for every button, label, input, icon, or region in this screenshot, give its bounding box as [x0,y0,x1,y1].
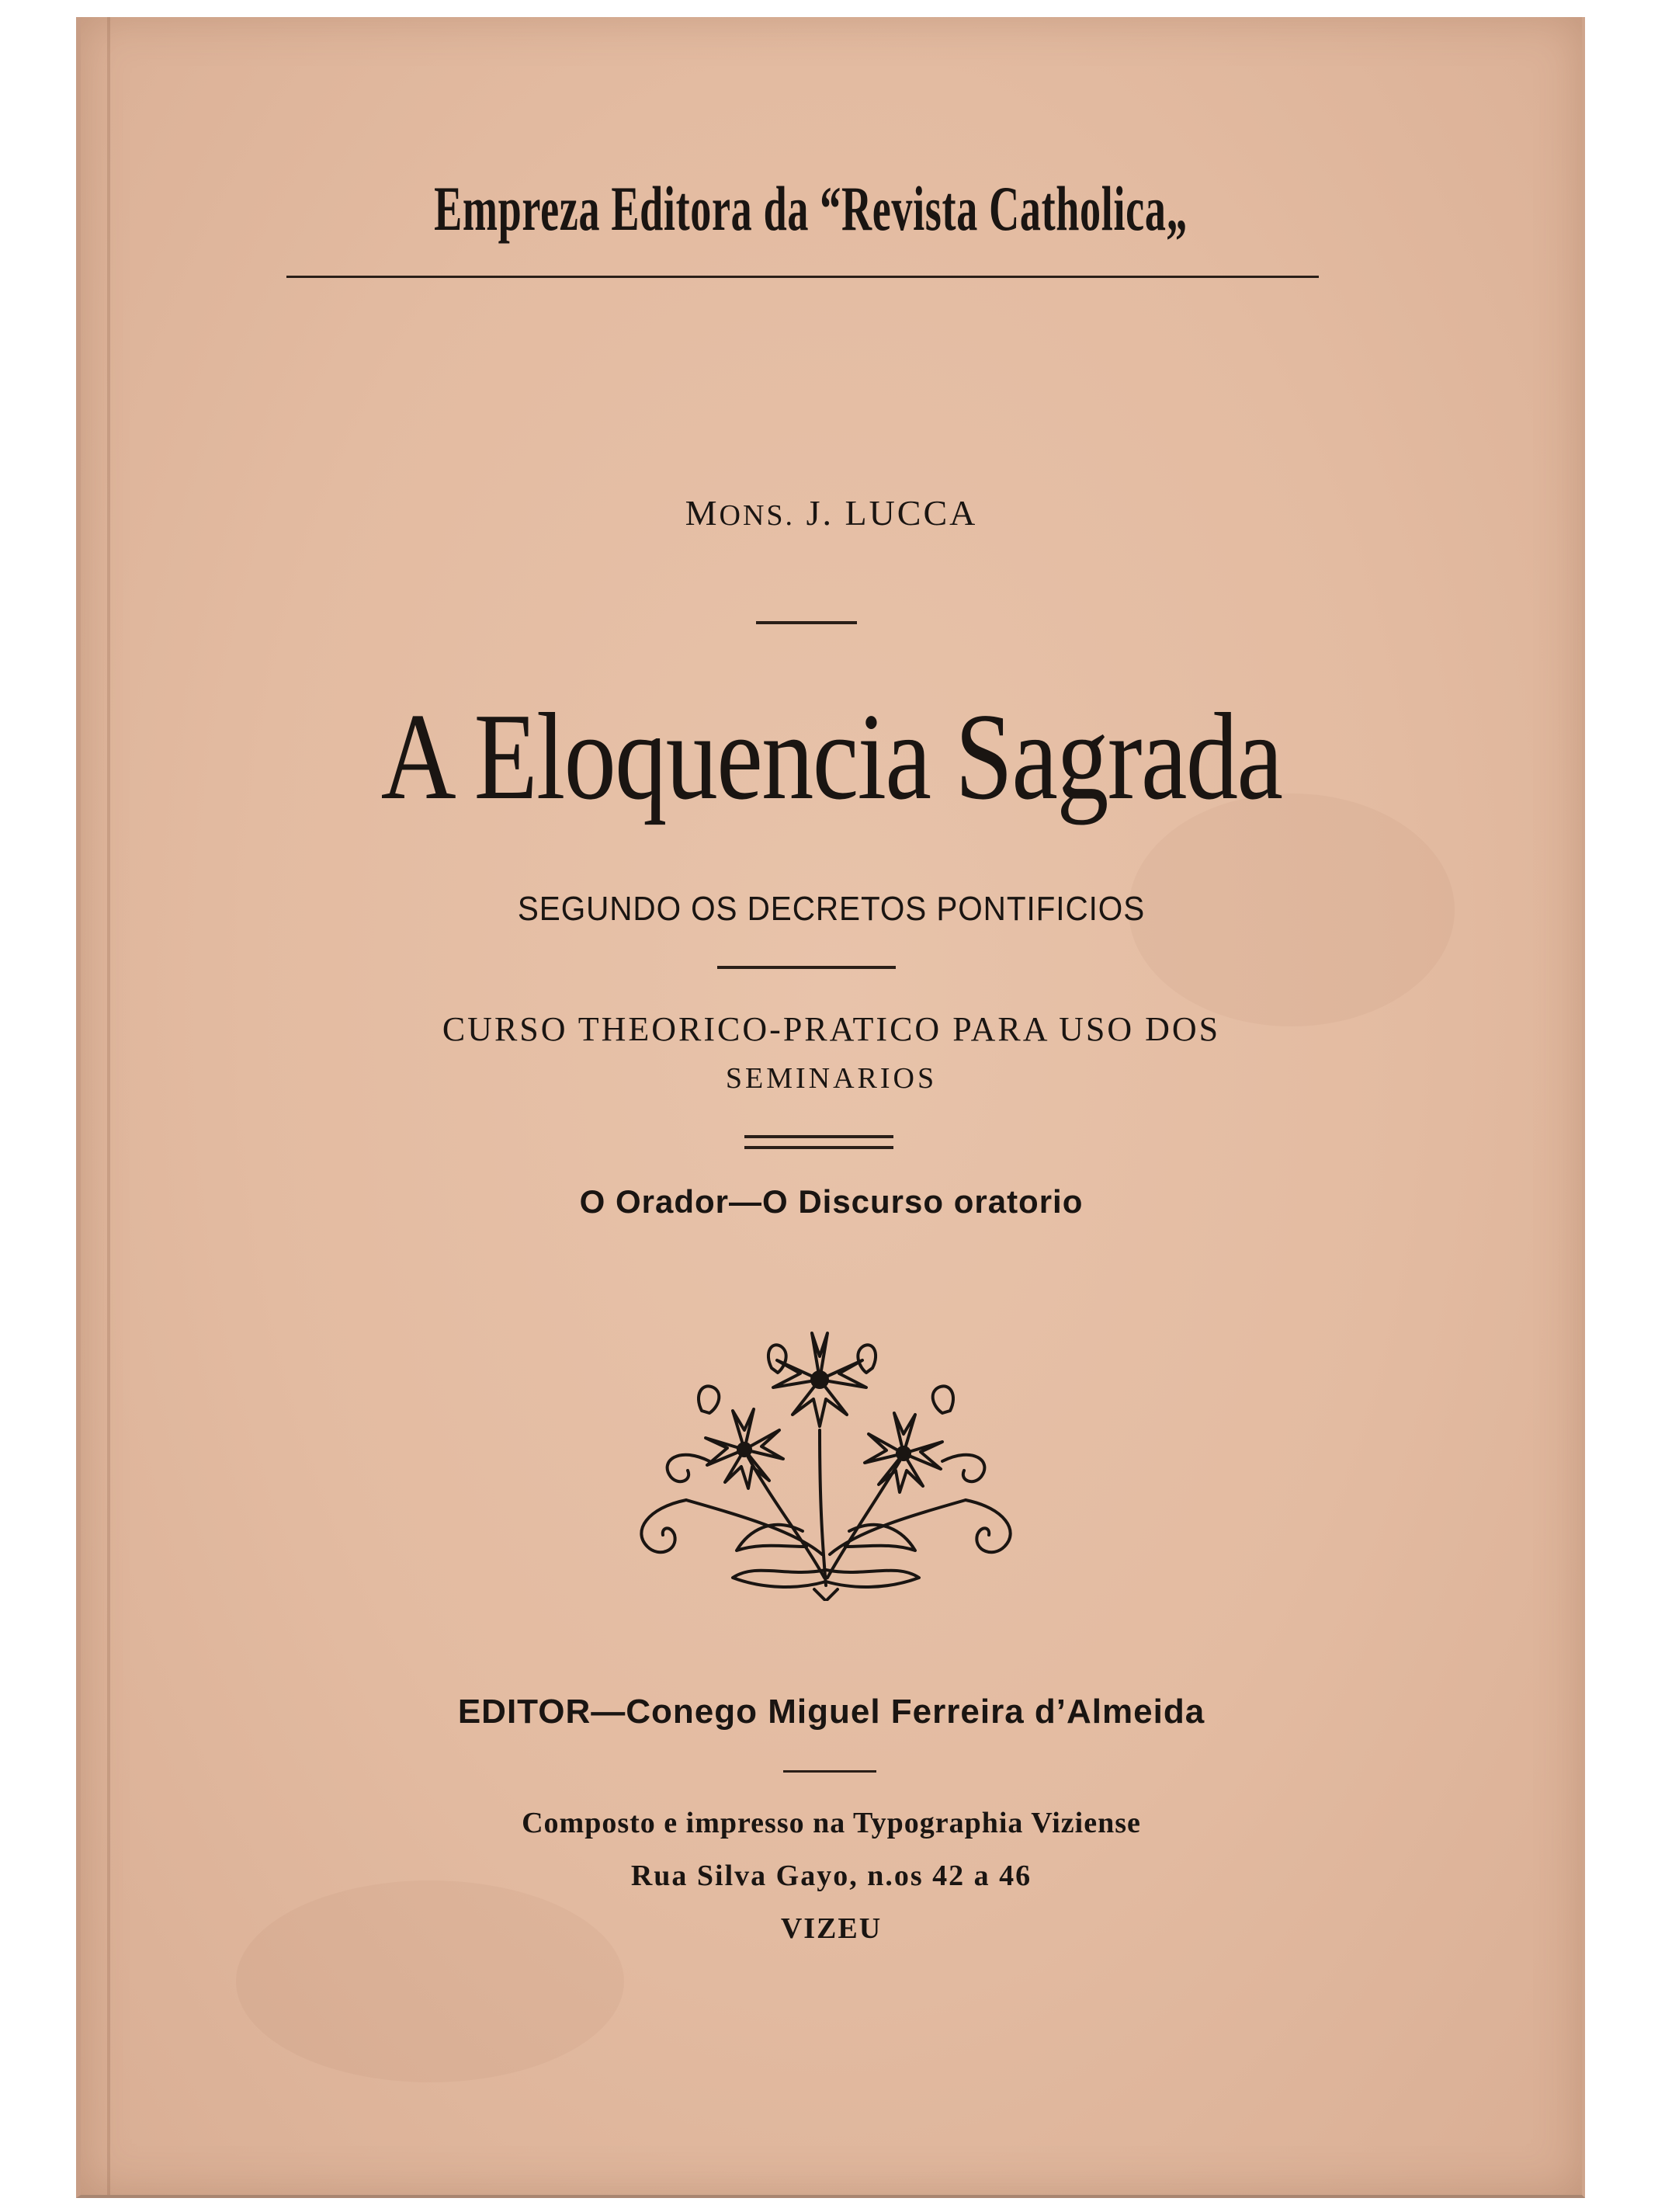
city-line: VIZEU [780,1912,883,1945]
floral-bouquet-icon [616,1321,1035,1601]
author-name: J. LUCCA [806,493,978,533]
editor-line: EDITOR—Conego Miguel Ferreira d’Almeida [457,1693,1205,1731]
book-cover [76,17,1585,2198]
author-prefix: M [685,493,720,533]
divider-rule [717,966,896,969]
publisher-title: Empreza Editora da “Revista Catholica„ [434,173,1188,244]
double-rule-top [744,1135,893,1138]
double-rule-bottom [744,1146,893,1149]
author-line [81,492,1582,533]
address-line: Rua Silva Gayo, n.os 42 a 46 [630,1860,1032,1892]
divider-rule [783,1770,876,1773]
book-title: A Eloquencia Sagrada [380,687,1282,825]
course-description-line2: SEMINARIOS [725,1062,938,1095]
paper-stain [236,1880,624,2082]
course-description-line1: CURSO THEORICO-PRATICO PARA USO DOS [442,1010,1221,1048]
author-prefix-small: ONS. [719,499,796,532]
book-subtitle: SEGUNDO OS DECRETOS PONTIFICIOS [517,890,1146,928]
divider-rule [756,621,857,624]
book-parts: O Orador—O Discurso oratorio [579,1183,1084,1220]
printer-line: Composto e impresso na Typographia Viziense [522,1807,1141,1839]
publisher-rule [286,276,1319,278]
